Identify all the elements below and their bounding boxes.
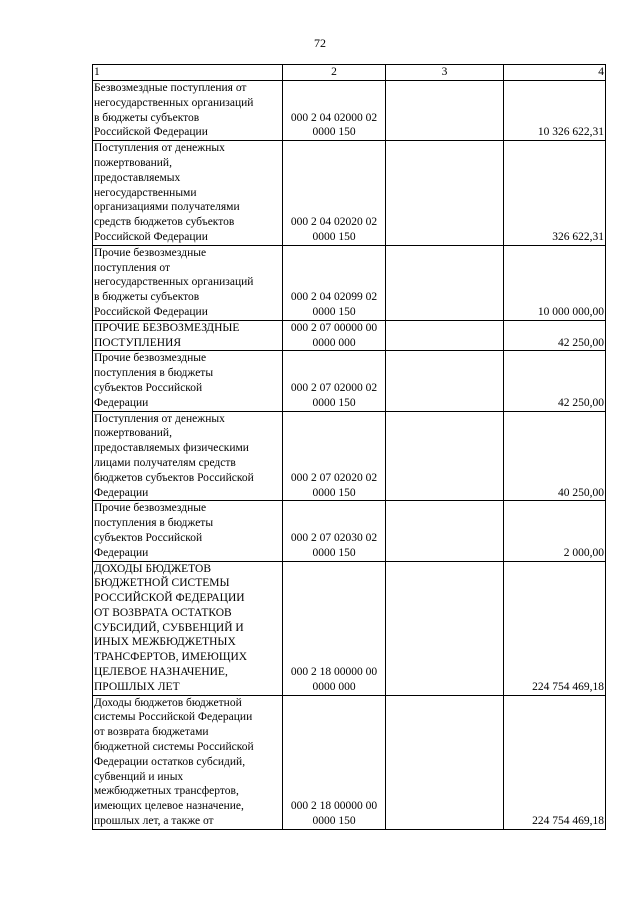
row-code-cell [283, 501, 386, 561]
column-header-1: 1 [93, 65, 283, 81]
row-name-cell [93, 561, 283, 695]
table-row [93, 320, 606, 351]
table-row [93, 81, 606, 141]
row-code: 000 2 04 02020 02 0000 150 [290, 216, 378, 243]
column-header-3: 3 [386, 65, 504, 81]
row-code: 000 2 04 02000 02 0000 150 [290, 111, 378, 139]
row-code-cell [283, 351, 386, 411]
row-amount: 42 250,00 [504, 320, 606, 351]
row-amount: 326 622,31 [504, 141, 606, 246]
row-name-cell [93, 411, 283, 501]
row-code: 000 2 04 02099 02 0000 150 [290, 291, 378, 318]
row-name: Прочие безвозмездные поступления от негосударственных организаций в бюджеты субъектов Российской Федерации [94, 246, 254, 318]
table-row [93, 141, 606, 246]
table-header-row [93, 65, 606, 81]
row-code-cell [283, 411, 386, 501]
row-col3-cell [386, 411, 504, 501]
row-col3-cell [386, 141, 504, 246]
row-code: 000 2 18 00000 00 0000 000 [290, 666, 378, 693]
table-row [93, 695, 606, 829]
row-col3-cell [386, 351, 504, 411]
row-code: 000 2 18 00000 00 0000 150 [290, 800, 378, 828]
column-header-2: 2 [283, 65, 386, 81]
row-name: Поступления от денежных пожертвований, предоставляемых негосударственными организациями получателями средств бюджетов субъектов Российской Федерации [94, 142, 240, 243]
row-name: Поступления от денежных пожертвований, предоставляемых физическими лицами получателям средств бюджетов субъектов Российской Федерации [94, 412, 254, 499]
row-name: Прочие безвозмездные поступления в бюджеты субъектов Российской Федерации [94, 502, 214, 559]
row-code-cell [283, 141, 386, 246]
row-amount: 40 250,00 [504, 411, 606, 501]
table-row [93, 245, 606, 320]
row-name: Безвозмездные поступления от негосударственных организаций в бюджеты субъектов Российской Федерации [94, 82, 254, 139]
row-name-cell [93, 351, 283, 411]
row-col3-cell [386, 695, 504, 829]
row-name-cell [93, 245, 283, 320]
row-code: 000 2 07 02000 02 0000 150 [290, 381, 378, 409]
row-col3-cell [386, 501, 504, 561]
row-amount: 10 000 000,00 [504, 245, 606, 320]
row-name-cell [93, 81, 283, 141]
row-code-cell [283, 695, 386, 829]
table-body [93, 81, 606, 830]
page-number: 72 [314, 36, 326, 50]
row-col3-cell [386, 561, 504, 695]
row-code-cell [283, 245, 386, 320]
row-amount: 10 326 622,31 [504, 81, 606, 141]
row-code-cell [283, 81, 386, 141]
row-code: 000 2 07 02020 02 0000 150 [290, 471, 378, 499]
row-name: Доходы бюджетов бюджетной системы Российской Федерации от возврата бюджетами бюджетной системы Российской Федерации остатков субсидий, субвенций и иных межбюджетных трансфертов, имеющих целевое назначение, прошлых лет, а также от [94, 696, 254, 828]
row-amount: 42 250,00 [504, 351, 606, 411]
row-name-cell [93, 501, 283, 561]
row-col3-cell [386, 245, 504, 320]
table-row [93, 501, 606, 561]
row-name-cell [93, 320, 283, 351]
revenue-table [92, 64, 606, 830]
row-code: 000 2 07 00000 00 0000 000 [290, 321, 378, 349]
row-name-cell [93, 141, 283, 246]
table-row [93, 411, 606, 501]
row-amount: 2 000,00 [504, 501, 606, 561]
row-name: Прочие безвозмездные поступления в бюджеты субъектов Российской Федерации [94, 352, 214, 409]
row-col3-cell [386, 81, 504, 141]
table-row [93, 561, 606, 695]
row-code-cell [283, 561, 386, 695]
row-name: ДОХОДЫ БЮДЖЕТОВ БЮДЖЕТНОЙ СИСТЕМЫ РОССИЙСКОЙ ФЕДЕРАЦИИ ОТ ВОЗВРАТА ОСТАТКОВ СУБСИДИЙ, СУБВЕНЦИЙ И ИНЫХ МЕЖБЮДЖЕТНЫХ ТРАНСФЕРТОВ, ИМЕЮЩИХ ЦЕЛЕВОЕ НАЗНАЧЕНИЕ, ПРОШЛЫХ ЛЕТ [94, 562, 248, 693]
column-header-4: 4 [504, 65, 606, 81]
row-name: ПРОЧИЕ БЕЗВОЗМЕЗДНЫЕ ПОСТУПЛЕНИЯ [94, 321, 240, 349]
row-amount: 224 754 469,18 [504, 561, 606, 695]
row-name-cell [93, 695, 283, 829]
table-row [93, 351, 606, 411]
row-code: 000 2 07 02030 02 0000 150 [290, 531, 378, 559]
row-col3-cell [386, 320, 504, 351]
row-amount: 224 754 469,18 [504, 695, 606, 829]
row-code-cell [283, 320, 386, 351]
